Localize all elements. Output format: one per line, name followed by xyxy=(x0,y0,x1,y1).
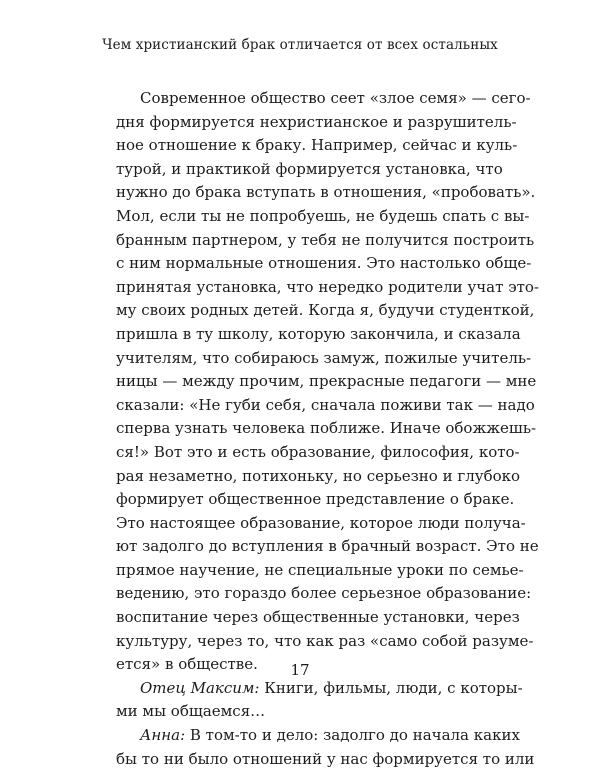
text-line: воспитание через общественные установки, через xyxy=(116,608,520,627)
speaker-name: Анна: xyxy=(140,726,186,745)
text-line: сперва узнать человека поближе. Иначе обожжешь- xyxy=(116,419,537,438)
text-line: ницы — между прочим, прекрасные педагоги — мне xyxy=(116,372,537,391)
text-line: рая незаметно, потихоньку, но серьезно и глубоко xyxy=(116,466,521,485)
text-line: Мол, если ты не попробуешь, не будешь спать с вы- xyxy=(116,206,530,225)
text-line: прямое научение, не специальные уроки по семье- xyxy=(116,560,524,579)
running-header: Чем христианский брак отличается от всех остальных xyxy=(102,37,498,53)
text-line: принятая установка, что нередко родители учат это- xyxy=(116,277,539,296)
text-line: ное отношение к браку. Например, сейчас и куль- xyxy=(116,136,518,155)
text-line: ведению, это гораздо более серьезное образование: xyxy=(116,584,532,603)
text-line: учителям, что собираюсь замуж, пожилые учитель- xyxy=(116,348,532,367)
dialogue-text: В том-то и дело: задолго до начала каких xyxy=(185,726,520,745)
page-number: 17 xyxy=(290,661,310,679)
dialogue-line xyxy=(116,677,523,701)
text-line: дня формируется нехристианское и разрушитель- xyxy=(116,112,517,131)
text-line: му своих родных детей. Когда я, будучи студенткой, xyxy=(116,301,535,320)
text-line: пришла в ту школу, которую закончила, и сказала xyxy=(116,324,521,343)
dialogue-text: Книги, фильмы, люди, с которы- xyxy=(259,678,523,697)
text-line: культуру, через то, что как раз «само собой разуме- xyxy=(116,631,534,650)
text-line: Современное общество сеет «злое семя» — сего- xyxy=(140,89,531,107)
speaker-name: Отец Максим: xyxy=(140,678,260,697)
dialogue-line xyxy=(116,724,520,748)
text-line: сказали: «Не губи себя, сначала поживи так — надо xyxy=(116,395,535,414)
text-line: нужно до брака вступать в отношения, «пробовать». xyxy=(116,183,536,202)
text-line: ми мы общаемся… xyxy=(116,702,266,721)
text-line: с ним нормальные отношения. Это настолько обще- xyxy=(116,254,532,273)
text-line: бы то ни было отношений у нас формируется то или xyxy=(116,749,535,768)
text-line: бранным партнером, у тебя не получится построить xyxy=(116,230,535,249)
text-line: ют задолго до вступления в брачный возраст. Это не xyxy=(116,537,539,556)
text-line: Это настоящее образование, которое люди получа- xyxy=(116,513,526,532)
text-line: турой, и практикой формируется установка, что xyxy=(116,159,503,178)
text-line: ется» в обществе. xyxy=(116,655,258,674)
text-line: ся!» Вот это и есть образование, философия, кото- xyxy=(116,442,520,461)
text-line: формирует общественное представление о браке. xyxy=(116,490,515,509)
